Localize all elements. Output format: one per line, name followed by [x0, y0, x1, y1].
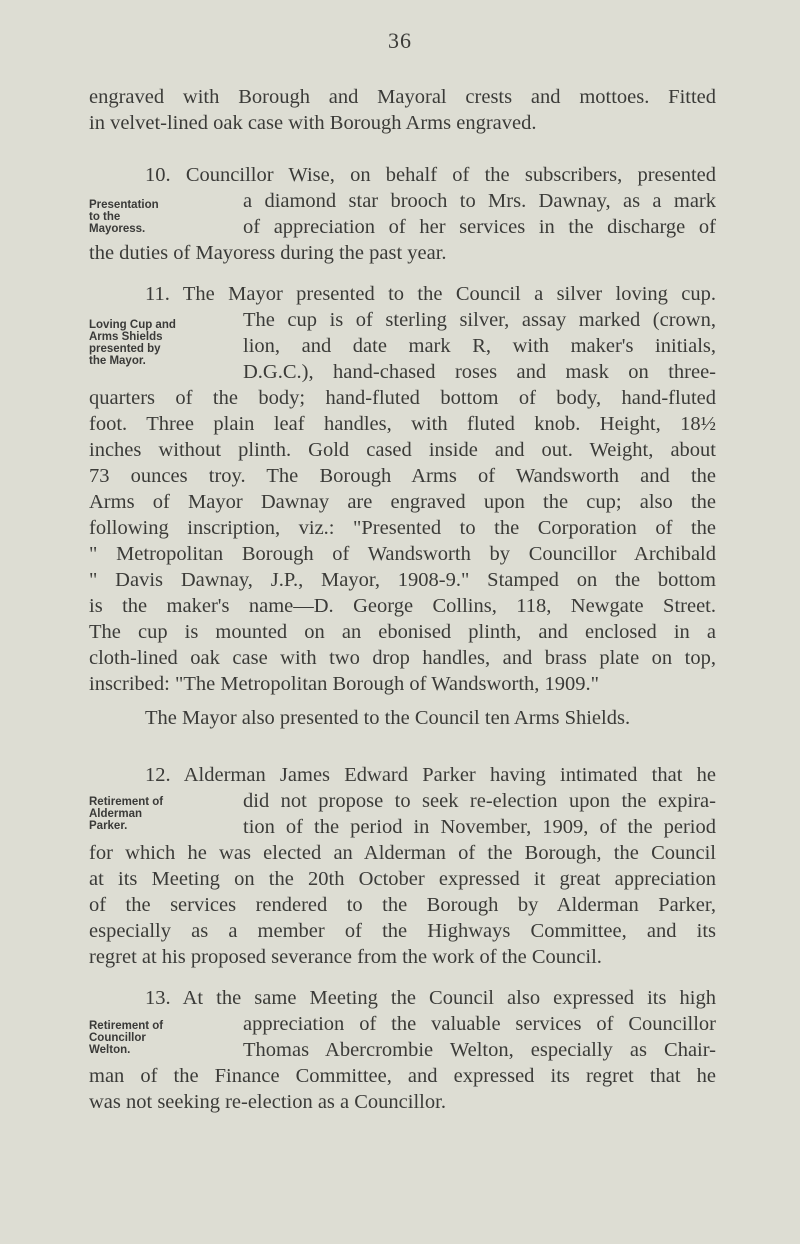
text-line: especially as a member of the Highways Committee, and its	[89, 920, 716, 942]
text-line: foot. Three plain leaf handles, with fluted knob. Height, 18½	[89, 413, 716, 435]
text-line: appreciation of the valuable services of Councillor	[243, 1013, 716, 1035]
text-line: " Davis Dawnay, J.P., Mayor, 1908-9." Stamped on the bottom	[89, 569, 716, 591]
text-line: regret at his proposed severance from the work of the Council.	[89, 946, 602, 968]
sidenote-line: Parker.	[89, 820, 128, 832]
text-line: quarters of the body; hand-fluted bottom of body, hand-fluted	[89, 387, 716, 409]
text-line: was not seeking re-election as a Councillor.	[89, 1091, 446, 1113]
text-line: The cup is of sterling silver, assay marked (crown,	[243, 309, 716, 331]
arms-shields-note	[89, 705, 716, 731]
text-line: the duties of Mayoress during the past year.	[89, 242, 447, 264]
sidenote-line: Presentation	[89, 199, 159, 211]
page-number: 36	[388, 28, 412, 53]
text-line: of appreciation of her services in the discharge of	[243, 216, 716, 238]
sidenote-line: Welton.	[89, 1044, 131, 1056]
text-line: inches without plinth. Gold cased inside and out. Weight, about	[89, 439, 716, 461]
text-line: cloth-lined oak case with two drop handles, and brass plate on top,	[89, 647, 716, 669]
sidenote-loving-cup	[89, 319, 249, 367]
text-line: 73 ounces troy. The Borough Arms of Wandsworth and the	[89, 465, 716, 487]
text-line: at its Meeting on the 20th October expressed it great appreciation	[89, 868, 716, 890]
paragraph-12	[89, 762, 716, 970]
sidenote-line: Arms Shields	[89, 331, 163, 343]
text-line: The cup is mounted on an ebonised plinth, and enclosed in a	[89, 621, 716, 643]
sidenote-line: Retirement of	[89, 1020, 164, 1032]
text-line: 11. The Mayor presented to the Council a silver loving cup.	[145, 283, 716, 305]
sidenote-line: Retirement of	[89, 796, 164, 808]
sidenote-presentation-mayoress	[89, 199, 249, 235]
text-line: engraved with Borough and Mayoral crests and mottoes. Fitted	[89, 86, 716, 108]
text-line: Thomas Abercrombie Welton, especially as Chair-	[243, 1039, 716, 1061]
text-line: man of the Finance Committee, and expressed its regret that he	[89, 1065, 716, 1087]
text-line: of the services rendered to the Borough by Alderman Parker,	[89, 894, 716, 916]
text-line: The Mayor also presented to the Council ten Arms Shields.	[145, 707, 631, 729]
text-line: inscribed: "The Metropolitan Borough of Wandsworth, 1909."	[89, 673, 600, 695]
text-line: " Metropolitan Borough of Wandsworth by Councillor Archibald	[89, 543, 716, 565]
text-line: for which he was elected an Alderman of the Borough, the Council	[89, 842, 716, 864]
sidenote-line: Loving Cup and	[89, 319, 176, 331]
sidenote-line: the Mayor.	[89, 355, 146, 367]
text-line: 10. Councillor Wise, on behalf of the subscribers, presented	[145, 164, 716, 186]
sidenote-line: to the	[89, 211, 121, 223]
sidenote-retirement-parker	[89, 796, 249, 832]
text-line: is the maker's name—D. George Collins, 118, Newgate Street.	[89, 595, 716, 617]
text-line: did not propose to seek re-election upon the expira-	[243, 790, 716, 812]
sidenote-line: presented by	[89, 343, 161, 355]
text-line: 13. At the same Meeting the Council also expressed its high	[145, 987, 716, 1009]
sidenote-line: Councillor	[89, 1032, 146, 1044]
sidenote-retirement-welton	[89, 1020, 249, 1056]
text-line: Arms of Mayor Dawnay are engraved upon the cup; also the	[89, 491, 716, 513]
text-line: 12. Alderman James Edward Parker having intimated that he	[145, 764, 716, 786]
paragraph-continuation	[89, 84, 716, 136]
sidenote-line: Alderman	[89, 808, 143, 820]
text-line: lion, and date mark R, with maker's initials,	[243, 335, 716, 357]
text-line: following inscription, viz.: "Presented to the Corporation of the	[89, 517, 716, 539]
text-line: D.G.C.), hand-chased roses and mask on three-	[243, 361, 716, 383]
text-line: in velvet-lined oak case with Borough Arms engraved.	[89, 112, 537, 134]
sidenote-line: Mayoress.	[89, 223, 146, 235]
text-line: a diamond star brooch to Mrs. Dawnay, as a mark	[243, 190, 716, 212]
text-line: tion of the period in November, 1909, of the period	[243, 816, 716, 838]
